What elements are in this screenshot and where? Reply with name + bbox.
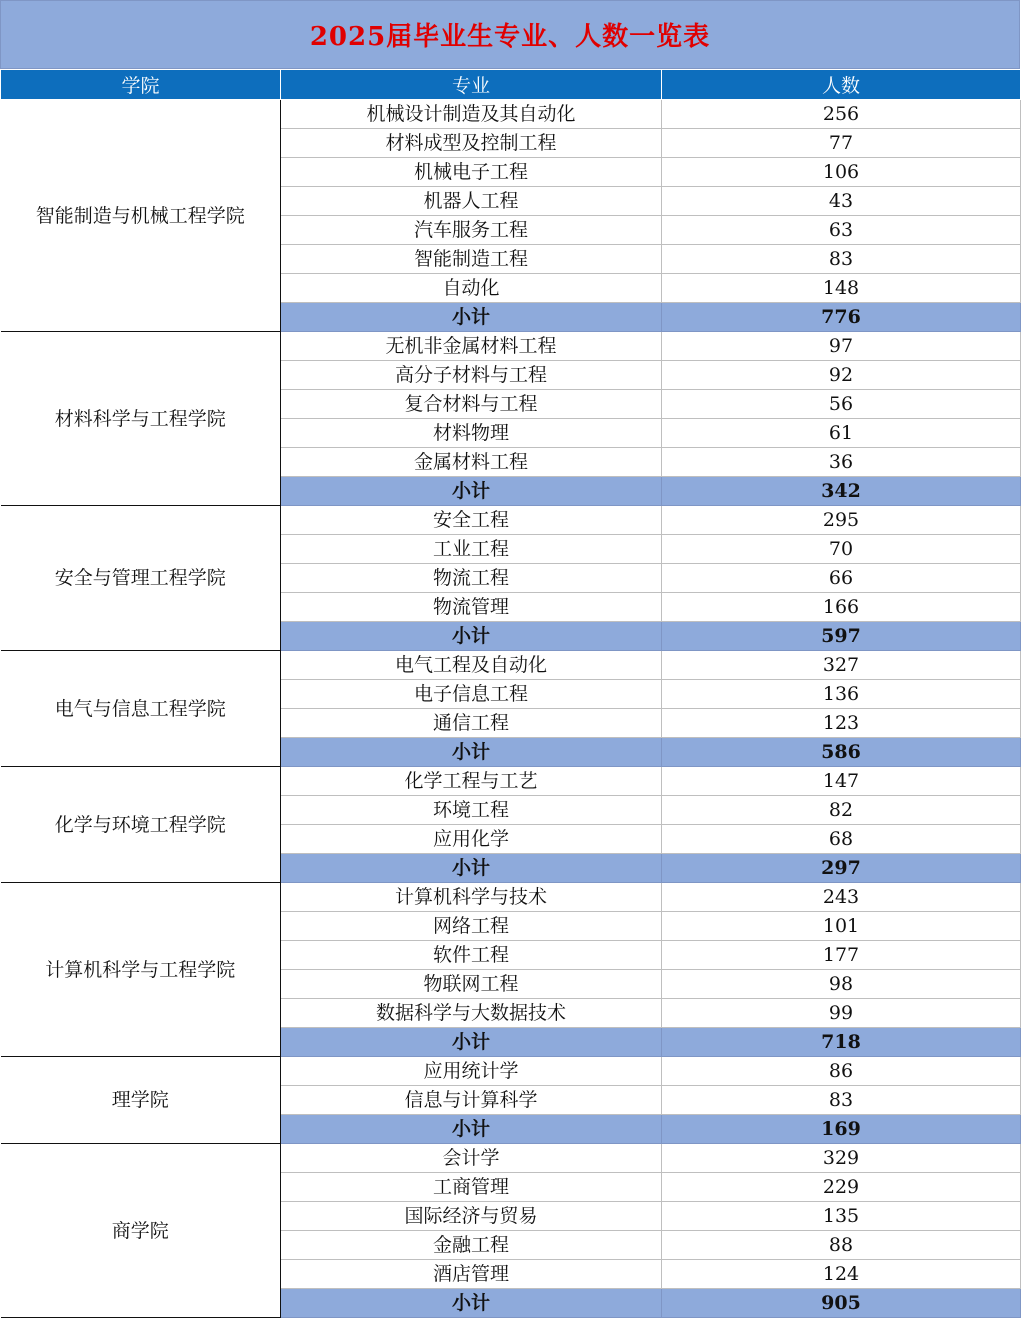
count-cell[interactable]: 70	[662, 535, 1021, 564]
subtotal-label-cell[interactable]: 小计	[281, 1115, 662, 1144]
majors-table	[0, 69, 1021, 1318]
major-name-cell[interactable]: 数据科学与大数据技术	[281, 999, 662, 1028]
count-cell[interactable]: 243	[662, 883, 1021, 912]
major-name-cell[interactable]: 物联网工程	[281, 970, 662, 999]
major-name-cell[interactable]: 网络工程	[281, 912, 662, 941]
major-name-cell[interactable]: 化学工程与工艺	[281, 767, 662, 796]
major-name-cell[interactable]: 汽车服务工程	[281, 216, 662, 245]
college-name-cell[interactable]: 计算机科学与工程学院	[1, 883, 281, 1057]
table-row	[1, 1057, 1021, 1086]
count-cell[interactable]: 329	[662, 1144, 1021, 1173]
subtotal-value-cell[interactable]: 718	[662, 1028, 1021, 1057]
count-cell[interactable]: 166	[662, 593, 1021, 622]
major-name-cell[interactable]: 工业工程	[281, 535, 662, 564]
count-cell[interactable]: 98	[662, 970, 1021, 999]
college-name-cell[interactable]: 商学院	[1, 1144, 281, 1318]
count-cell[interactable]: 83	[662, 1086, 1021, 1115]
count-cell[interactable]: 88	[662, 1231, 1021, 1260]
subtotal-label-cell[interactable]: 小计	[281, 303, 662, 332]
major-name-cell[interactable]: 应用统计学	[281, 1057, 662, 1086]
major-name-cell[interactable]: 机械设计制造及其自动化	[281, 100, 662, 129]
table-row	[1, 332, 1021, 361]
count-cell[interactable]: 92	[662, 361, 1021, 390]
count-cell[interactable]: 86	[662, 1057, 1021, 1086]
count-cell[interactable]: 56	[662, 390, 1021, 419]
title-bar	[0, 0, 1020, 69]
count-cell[interactable]: 61	[662, 419, 1021, 448]
count-cell[interactable]: 148	[662, 274, 1021, 303]
table-row	[1, 883, 1021, 912]
major-name-cell[interactable]: 工商管理	[281, 1173, 662, 1202]
count-cell[interactable]: 123	[662, 709, 1021, 738]
major-name-cell[interactable]: 无机非金属材料工程	[281, 332, 662, 361]
subtotal-value-cell[interactable]: 586	[662, 738, 1021, 767]
college-name-cell[interactable]: 智能制造与机械工程学院	[1, 100, 281, 332]
major-name-cell[interactable]: 智能制造工程	[281, 245, 662, 274]
count-cell[interactable]: 135	[662, 1202, 1021, 1231]
major-name-cell[interactable]: 复合材料与工程	[281, 390, 662, 419]
major-name-cell[interactable]: 自动化	[281, 274, 662, 303]
major-name-cell[interactable]: 高分子材料与工程	[281, 361, 662, 390]
major-name-cell[interactable]: 计算机科学与技术	[281, 883, 662, 912]
subtotal-label-cell[interactable]: 小计	[281, 622, 662, 651]
subtotal-label-cell[interactable]: 小计	[281, 1289, 662, 1318]
college-name-cell[interactable]: 化学与环境工程学院	[1, 767, 281, 883]
table-body	[1, 100, 1021, 1318]
subtotal-value-cell[interactable]: 597	[662, 622, 1021, 651]
major-name-cell[interactable]: 应用化学	[281, 825, 662, 854]
major-name-cell[interactable]: 物流管理	[281, 593, 662, 622]
major-name-cell[interactable]: 材料成型及控制工程	[281, 129, 662, 158]
major-name-cell[interactable]: 金属材料工程	[281, 448, 662, 477]
major-name-cell[interactable]: 安全工程	[281, 506, 662, 535]
college-name-cell[interactable]: 理学院	[1, 1057, 281, 1144]
count-cell[interactable]: 66	[662, 564, 1021, 593]
major-name-cell[interactable]: 信息与计算科学	[281, 1086, 662, 1115]
header-count[interactable]: 人数	[662, 70, 1021, 100]
college-name-cell[interactable]: 材料科学与工程学院	[1, 332, 281, 506]
college-name-cell[interactable]: 安全与管理工程学院	[1, 506, 281, 651]
page-title: 2025届毕业生专业、人数一览表	[309, 22, 711, 52]
major-name-cell[interactable]: 机器人工程	[281, 187, 662, 216]
major-name-cell[interactable]: 物流工程	[281, 564, 662, 593]
table-row	[1, 1144, 1021, 1173]
major-name-cell[interactable]: 会计学	[281, 1144, 662, 1173]
count-cell[interactable]: 295	[662, 506, 1021, 535]
subtotal-label-cell[interactable]: 小计	[281, 854, 662, 883]
count-cell[interactable]: 136	[662, 680, 1021, 709]
subtotal-label-cell[interactable]: 小计	[281, 1028, 662, 1057]
count-cell[interactable]: 177	[662, 941, 1021, 970]
count-cell[interactable]: 124	[662, 1260, 1021, 1289]
table-row	[1, 651, 1021, 680]
major-name-cell[interactable]: 材料物理	[281, 419, 662, 448]
count-cell[interactable]: 68	[662, 825, 1021, 854]
header-major[interactable]: 专业	[281, 70, 662, 100]
subtotal-label-cell[interactable]: 小计	[281, 477, 662, 506]
subtotal-value-cell[interactable]: 297	[662, 854, 1021, 883]
major-name-cell[interactable]: 软件工程	[281, 941, 662, 970]
college-name-cell[interactable]: 电气与信息工程学院	[1, 651, 281, 767]
count-cell[interactable]: 327	[662, 651, 1021, 680]
header-college[interactable]: 学院	[1, 70, 281, 100]
count-cell[interactable]: 97	[662, 332, 1021, 361]
count-cell[interactable]: 43	[662, 187, 1021, 216]
subtotal-value-cell[interactable]: 169	[662, 1115, 1021, 1144]
count-cell[interactable]: 99	[662, 999, 1021, 1028]
count-cell[interactable]: 101	[662, 912, 1021, 941]
major-name-cell[interactable]: 国际经济与贸易	[281, 1202, 662, 1231]
count-cell[interactable]: 229	[662, 1173, 1021, 1202]
subtotal-value-cell[interactable]: 776	[662, 303, 1021, 332]
count-cell[interactable]: 36	[662, 448, 1021, 477]
count-cell[interactable]: 77	[662, 129, 1021, 158]
major-name-cell[interactable]: 电气工程及自动化	[281, 651, 662, 680]
count-cell[interactable]: 147	[662, 767, 1021, 796]
major-name-cell[interactable]: 酒店管理	[281, 1260, 662, 1289]
major-name-cell[interactable]: 金融工程	[281, 1231, 662, 1260]
major-name-cell[interactable]: 机械电子工程	[281, 158, 662, 187]
major-name-cell[interactable]: 电子信息工程	[281, 680, 662, 709]
subtotal-label-cell[interactable]: 小计	[281, 738, 662, 767]
count-cell[interactable]: 82	[662, 796, 1021, 825]
major-name-cell[interactable]: 环境工程	[281, 796, 662, 825]
table-row	[1, 100, 1021, 129]
subtotal-value-cell[interactable]: 342	[662, 477, 1021, 506]
major-name-cell[interactable]: 通信工程	[281, 709, 662, 738]
count-cell[interactable]: 256	[662, 100, 1021, 129]
header-row	[1, 70, 1021, 100]
table-row	[1, 506, 1021, 535]
subtotal-value-cell[interactable]: 905	[662, 1289, 1021, 1318]
count-cell[interactable]: 63	[662, 216, 1021, 245]
count-cell[interactable]: 83	[662, 245, 1021, 274]
table-row	[1, 767, 1021, 796]
count-cell[interactable]: 106	[662, 158, 1021, 187]
